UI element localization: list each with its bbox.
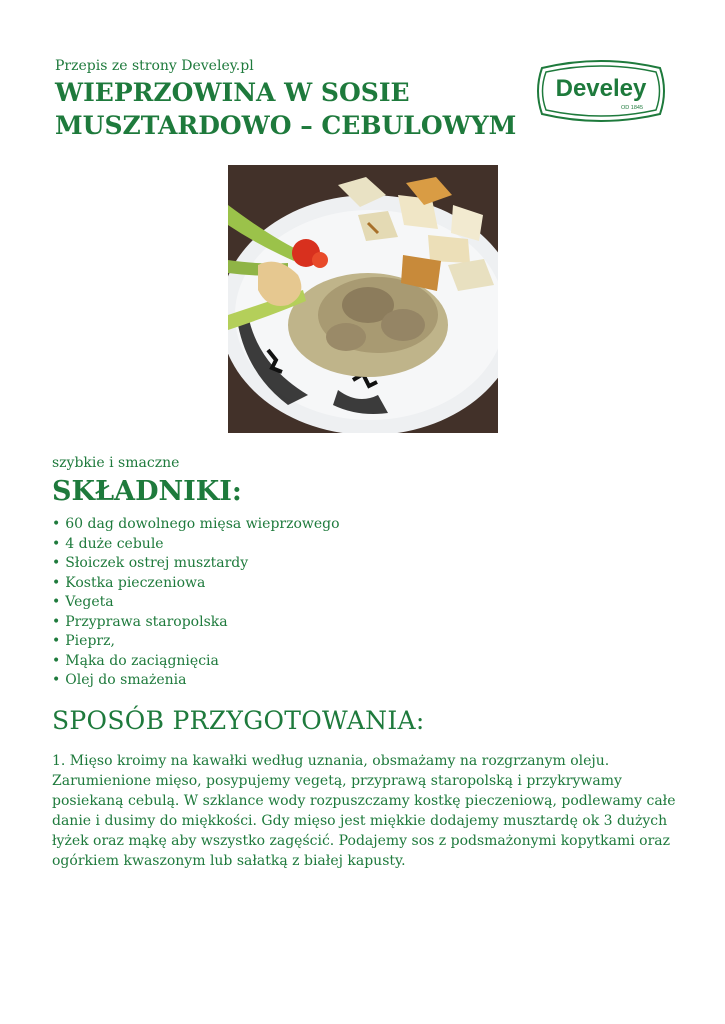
ingredient-item: • 4 duże cebule: [52, 535, 340, 555]
dish-photo: [228, 165, 498, 433]
logo-subtext: OD 1845: [620, 105, 644, 111]
ingredient-item: • 60 dag dowolnego mięsa wieprzowego: [52, 515, 340, 535]
ingredient-item: • Vegeta: [52, 593, 340, 613]
logo-text: Develey: [555, 75, 647, 102]
title-line-1: WIEPRZOWINA W SOSIE: [55, 78, 410, 107]
ingredient-item: • Olej do smażenia: [52, 671, 340, 691]
ingredient-item: • Mąka do zaciągnięcia: [52, 652, 340, 672]
develey-logo: [532, 58, 670, 124]
page-title: [55, 76, 525, 142]
ingredient-item: • Słoiczek ostrej musztardy: [52, 554, 340, 574]
title-line-2: MUSZTARDOWO – CEBULOWYM: [55, 111, 517, 140]
tagline: szybkie i smaczne: [52, 455, 180, 471]
ingredient-item: • Kostka pieczeniowa: [52, 574, 340, 594]
ingredient-item: • Przyprawa staropolska: [52, 613, 340, 633]
method-text: 1. Mięso kroimy na kawałki według uznania, obsmażamy na rozgrzanym oleju. Zarumienione mięso, posypujemy vegetą, przyprawą staropolską i przykrywamy posiekaną cebulą. W szklance wody rozpuszczamy kostkę pieczeniową, podlewamy całe danie i dusimy do miękkości. Gdy mięso jest miękkie dodajemy musztardę ok 3 dużych łyżek oraz mąkę aby wszystko zagęścić. Podajemy sos z podsmażonymi kopytkami oraz ogórkiem kwaszonym lub sałatką z białej kapusty.: [52, 753, 676, 869]
source-line: Przepis ze strony Develey.pl: [55, 58, 254, 74]
ingredient-item: • Pieprz,: [52, 632, 340, 652]
ingredients-heading: SKŁADNIKI:: [52, 476, 242, 507]
method-heading: SPOSÓB PRZYGOTOWANIA:: [52, 706, 425, 735]
ingredients-list: [52, 515, 340, 691]
